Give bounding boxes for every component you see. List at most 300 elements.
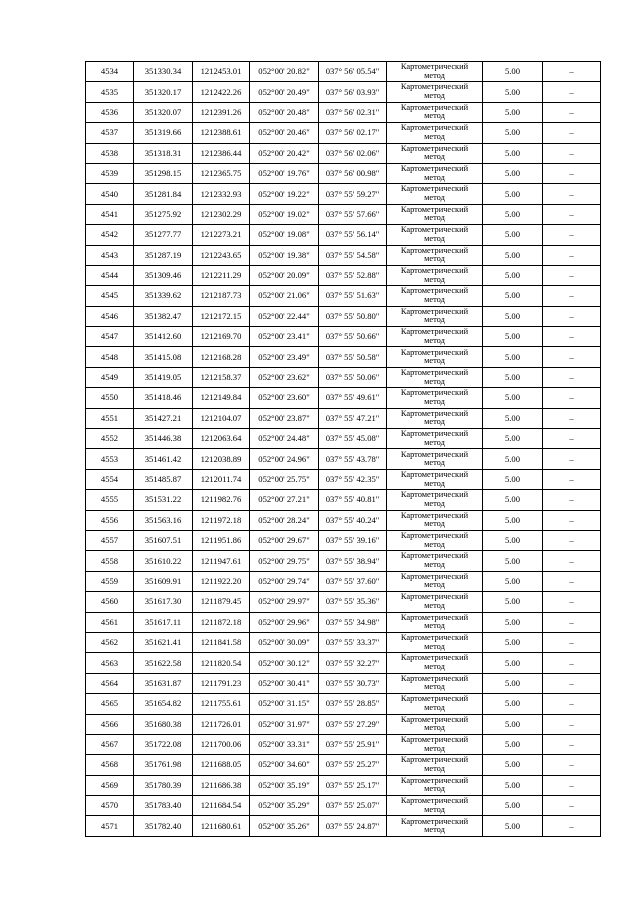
method-cell: [387, 82, 483, 102]
point-number-cell: 4547: [86, 327, 134, 347]
point-number-cell: 4543: [86, 245, 134, 265]
point-number-cell: 4548: [86, 347, 134, 367]
method-cell: [387, 775, 483, 795]
method-line-2: метод: [424, 580, 445, 590]
method-line-2: метод: [424, 763, 445, 773]
method-line-2: метод: [424, 274, 445, 284]
point-number-cell: 4537: [86, 123, 134, 143]
method-cell: [387, 653, 483, 673]
method-line-2: метод: [424, 91, 445, 101]
latitude-cell: 052°00' 19.22": [250, 184, 319, 204]
latitude-cell: 052°00' 29.75": [250, 551, 319, 571]
y-coordinate-cell: 1211726.01: [193, 714, 250, 734]
latitude-cell: 052°00' 23.41": [250, 327, 319, 347]
latitude-cell: 052°00' 21.06": [250, 286, 319, 306]
note-cell: –: [543, 490, 601, 510]
point-number-cell: 4534: [86, 62, 134, 82]
method-line-1: Картометрический: [400, 653, 469, 663]
method-line-2: метод: [424, 804, 445, 814]
point-number-cell: 4550: [86, 388, 134, 408]
accuracy-cell: 5.00: [483, 429, 543, 449]
method-line-1: Картометрический: [400, 245, 469, 255]
note-cell: –: [543, 612, 601, 632]
latitude-cell: 052°00' 29.74": [250, 571, 319, 591]
table-row: [86, 123, 601, 143]
y-coordinate-cell: 1212453.01: [193, 62, 250, 82]
method-line-2: метод: [424, 70, 445, 80]
method-cell: [387, 163, 483, 183]
accuracy-cell: 5.00: [483, 551, 543, 571]
note-cell: –: [543, 286, 601, 306]
longitude-cell: 037° 55' 54.58": [319, 245, 387, 265]
y-coordinate-cell: 1212011.74: [193, 469, 250, 489]
latitude-cell: 052°00' 20.46": [250, 123, 319, 143]
accuracy-cell: 5.00: [483, 592, 543, 612]
method-cell: [387, 123, 483, 143]
accuracy-cell: 5.00: [483, 265, 543, 285]
point-number-cell: 4558: [86, 551, 134, 571]
accuracy-cell: 5.00: [483, 510, 543, 530]
point-number-cell: 4567: [86, 734, 134, 754]
x-coordinate-cell: 351319.66: [134, 123, 193, 143]
point-number-cell: 4570: [86, 796, 134, 816]
method-line-1: Картометрический: [400, 347, 469, 357]
accuracy-cell: 5.00: [483, 143, 543, 163]
latitude-cell: 052°00' 25.75": [250, 469, 319, 489]
method-cell: [387, 143, 483, 163]
method-cell: [387, 510, 483, 530]
note-cell: –: [543, 408, 601, 428]
table-row: [86, 327, 601, 347]
note-cell: –: [543, 123, 601, 143]
latitude-cell: 052°00' 35.19": [250, 775, 319, 795]
method-cell: [387, 306, 483, 326]
y-coordinate-cell: 1211922.20: [193, 571, 250, 591]
accuracy-cell: 5.00: [483, 62, 543, 82]
x-coordinate-cell: 351287.19: [134, 245, 193, 265]
accuracy-cell: 5.00: [483, 286, 543, 306]
method-line-2: метод: [424, 294, 445, 304]
method-line-1: Картометрический: [400, 164, 469, 174]
table-row: [86, 551, 601, 571]
note-cell: –: [543, 367, 601, 387]
method-line-1: Картометрический: [400, 714, 469, 724]
point-number-cell: 4553: [86, 449, 134, 469]
method-cell: [387, 367, 483, 387]
point-number-cell: 4544: [86, 265, 134, 285]
y-coordinate-cell: 1212168.28: [193, 347, 250, 367]
y-coordinate-cell: 1211684.54: [193, 796, 250, 816]
method-cell: [387, 490, 483, 510]
y-coordinate-cell: 1212149.84: [193, 388, 250, 408]
y-coordinate-cell: 1212391.26: [193, 102, 250, 122]
x-coordinate-cell: 351722.08: [134, 734, 193, 754]
x-coordinate-cell: 351298.15: [134, 163, 193, 183]
note-cell: –: [543, 225, 601, 245]
y-coordinate-cell: 1212158.37: [193, 367, 250, 387]
point-number-cell: 4560: [86, 592, 134, 612]
accuracy-cell: 5.00: [483, 347, 543, 367]
longitude-cell: 037° 55' 25.27": [319, 755, 387, 775]
y-coordinate-cell: 1211872.18: [193, 612, 250, 632]
method-cell: [387, 286, 483, 306]
method-cell: [387, 225, 483, 245]
y-coordinate-cell: 1212388.61: [193, 123, 250, 143]
latitude-cell: 052°00' 24.48": [250, 429, 319, 449]
method-line-1: Картометрический: [400, 469, 469, 479]
method-line-2: метод: [424, 152, 445, 162]
accuracy-cell: 5.00: [483, 408, 543, 428]
method-line-2: метод: [424, 784, 445, 794]
note-cell: –: [543, 388, 601, 408]
point-number-cell: 4556: [86, 510, 134, 530]
method-cell: [387, 571, 483, 591]
table-row: [86, 632, 601, 652]
method-line-2: метод: [424, 519, 445, 529]
note-cell: –: [543, 184, 601, 204]
table-row: [86, 265, 601, 285]
longitude-cell: 037° 56' 02.31": [319, 102, 387, 122]
method-line-2: метод: [424, 376, 445, 386]
accuracy-cell: 5.00: [483, 449, 543, 469]
x-coordinate-cell: 351610.22: [134, 551, 193, 571]
x-coordinate-cell: 351531.22: [134, 490, 193, 510]
note-cell: –: [543, 551, 601, 571]
method-cell: [387, 102, 483, 122]
accuracy-cell: 5.00: [483, 102, 543, 122]
x-coordinate-cell: 351609.91: [134, 571, 193, 591]
method-line-2: метод: [424, 682, 445, 692]
x-coordinate-cell: 351617.11: [134, 612, 193, 632]
accuracy-cell: 5.00: [483, 245, 543, 265]
latitude-cell: 052°00' 20.48": [250, 102, 319, 122]
point-number-cell: 4559: [86, 571, 134, 591]
method-cell: [387, 694, 483, 714]
note-cell: –: [543, 62, 601, 82]
latitude-cell: 052°00' 23.60": [250, 388, 319, 408]
longitude-cell: 037° 55' 50.80": [319, 306, 387, 326]
method-line-1: Картометрический: [400, 612, 469, 622]
accuracy-cell: 5.00: [483, 816, 543, 836]
accuracy-cell: 5.00: [483, 673, 543, 693]
longitude-cell: 037° 55' 51.63": [319, 286, 387, 306]
x-coordinate-cell: 351320.07: [134, 102, 193, 122]
note-cell: –: [543, 143, 601, 163]
longitude-cell: 037° 55' 50.66": [319, 327, 387, 347]
x-coordinate-cell: 351780.39: [134, 775, 193, 795]
table-row: [86, 408, 601, 428]
table-row: [86, 286, 601, 306]
method-cell: [387, 632, 483, 652]
method-line-1: Картометрический: [400, 531, 469, 541]
point-number-cell: 4549: [86, 367, 134, 387]
point-number-cell: 4568: [86, 755, 134, 775]
y-coordinate-cell: 1212063.64: [193, 429, 250, 449]
table-row: [86, 449, 601, 469]
method-line-1: Картометрический: [400, 306, 469, 316]
table-row: [86, 184, 601, 204]
method-cell: [387, 673, 483, 693]
x-coordinate-cell: 351783.40: [134, 796, 193, 816]
note-cell: –: [543, 327, 601, 347]
y-coordinate-cell: 1211947.61: [193, 551, 250, 571]
latitude-cell: 052°00' 29.67": [250, 530, 319, 550]
point-number-cell: 4546: [86, 306, 134, 326]
method-line-1: Картометрический: [400, 286, 469, 296]
method-line-2: метод: [424, 600, 445, 610]
y-coordinate-cell: 1212038.89: [193, 449, 250, 469]
method-line-1: Картометрический: [400, 510, 469, 520]
method-line-1: Картометрический: [400, 388, 469, 398]
note-cell: –: [543, 530, 601, 550]
accuracy-cell: 5.00: [483, 632, 543, 652]
method-cell: [387, 62, 483, 82]
point-number-cell: 4565: [86, 694, 134, 714]
method-line-1: Картометрический: [400, 408, 469, 418]
method-line-2: метод: [424, 111, 445, 121]
y-coordinate-cell: 1211879.45: [193, 592, 250, 612]
note-cell: –: [543, 429, 601, 449]
y-coordinate-cell: 1211755.61: [193, 694, 250, 714]
y-coordinate-cell: 1211951.86: [193, 530, 250, 550]
longitude-cell: 037° 55' 42.35": [319, 469, 387, 489]
method-cell: [387, 469, 483, 489]
method-line-1: Картометрический: [400, 490, 469, 500]
method-line-2: метод: [424, 702, 445, 712]
y-coordinate-cell: 1212187.73: [193, 286, 250, 306]
point-number-cell: 4535: [86, 82, 134, 102]
x-coordinate-cell: 351461.42: [134, 449, 193, 469]
method-line-1: Картометрический: [400, 327, 469, 337]
point-number-cell: 4542: [86, 225, 134, 245]
method-line-1: Картометрический: [400, 367, 469, 377]
note-cell: –: [543, 796, 601, 816]
note-cell: –: [543, 734, 601, 754]
method-cell: [387, 347, 483, 367]
longitude-cell: 037° 55' 56.14": [319, 225, 387, 245]
method-cell: [387, 388, 483, 408]
method-cell: [387, 734, 483, 754]
x-coordinate-cell: 351277.77: [134, 225, 193, 245]
method-line-1: Картометрический: [400, 592, 469, 602]
longitude-cell: 037° 55' 49.61": [319, 388, 387, 408]
table-row: [86, 673, 601, 693]
table-row: [86, 163, 601, 183]
table-row: [86, 347, 601, 367]
method-cell: [387, 714, 483, 734]
accuracy-cell: 5.00: [483, 734, 543, 754]
latitude-cell: 052°00' 31.15": [250, 694, 319, 714]
x-coordinate-cell: 351320.17: [134, 82, 193, 102]
y-coordinate-cell: 1212243.65: [193, 245, 250, 265]
method-line-2: метод: [424, 825, 445, 835]
method-line-2: метод: [424, 723, 445, 733]
method-cell: [387, 204, 483, 224]
point-number-cell: 4541: [86, 204, 134, 224]
y-coordinate-cell: 1211982.76: [193, 490, 250, 510]
y-coordinate-cell: 1212172.15: [193, 306, 250, 326]
note-cell: –: [543, 714, 601, 734]
longitude-cell: 037° 55' 52.88": [319, 265, 387, 285]
method-line-2: метод: [424, 396, 445, 406]
method-line-1: Картометрический: [400, 755, 469, 765]
x-coordinate-cell: 351412.60: [134, 327, 193, 347]
method-line-2: метод: [424, 233, 445, 243]
method-line-1: Картометрический: [400, 429, 469, 439]
latitude-cell: 052°00' 20.09": [250, 265, 319, 285]
point-number-cell: 4554: [86, 469, 134, 489]
longitude-cell: 037° 55' 30.73": [319, 673, 387, 693]
accuracy-cell: 5.00: [483, 490, 543, 510]
method-cell: [387, 408, 483, 428]
table-row: [86, 714, 601, 734]
method-line-1: Картометрический: [400, 82, 469, 92]
longitude-cell: 037° 55' 24.87": [319, 816, 387, 836]
method-line-1: Картометрический: [400, 449, 469, 459]
latitude-cell: 052°00' 27.21": [250, 490, 319, 510]
longitude-cell: 037° 55' 59.27": [319, 184, 387, 204]
latitude-cell: 052°00' 34.60": [250, 755, 319, 775]
method-line-2: метод: [424, 356, 445, 366]
method-line-1: Картометрический: [400, 102, 469, 112]
latitude-cell: 052°00' 29.96": [250, 612, 319, 632]
longitude-cell: 037° 55' 47.21": [319, 408, 387, 428]
method-line-2: метод: [424, 254, 445, 264]
method-line-1: Картометрический: [400, 694, 469, 704]
longitude-cell: 037° 55' 39.16": [319, 530, 387, 550]
note-cell: –: [543, 632, 601, 652]
x-coordinate-cell: 351330.34: [134, 62, 193, 82]
x-coordinate-cell: 351318.31: [134, 143, 193, 163]
method-line-1: Картометрический: [400, 816, 469, 826]
latitude-cell: 052°00' 19.02": [250, 204, 319, 224]
point-number-cell: 4540: [86, 184, 134, 204]
table-row: [86, 204, 601, 224]
note-cell: –: [543, 510, 601, 530]
longitude-cell: 037° 55' 38.94": [319, 551, 387, 571]
table-row: [86, 306, 601, 326]
x-coordinate-cell: 351622.58: [134, 653, 193, 673]
method-line-2: метод: [424, 539, 445, 549]
method-cell: [387, 265, 483, 285]
method-line-2: метод: [424, 315, 445, 325]
point-number-cell: 4538: [86, 143, 134, 163]
longitude-cell: 037° 55' 45.08": [319, 429, 387, 449]
x-coordinate-cell: 351446.38: [134, 429, 193, 449]
longitude-cell: 037° 55' 50.58": [319, 347, 387, 367]
accuracy-cell: 5.00: [483, 204, 543, 224]
y-coordinate-cell: 1211820.54: [193, 653, 250, 673]
method-line-2: метод: [424, 417, 445, 427]
point-number-cell: 4562: [86, 632, 134, 652]
table-row: [86, 796, 601, 816]
longitude-cell: 037° 55' 25.07": [319, 796, 387, 816]
method-line-2: метод: [424, 662, 445, 672]
method-line-1: Картометрический: [400, 551, 469, 561]
method-cell: [387, 245, 483, 265]
accuracy-cell: 5.00: [483, 327, 543, 347]
point-number-cell: 4552: [86, 429, 134, 449]
accuracy-cell: 5.00: [483, 184, 543, 204]
table-row: [86, 510, 601, 530]
longitude-cell: 037° 55' 25.17": [319, 775, 387, 795]
accuracy-cell: 5.00: [483, 796, 543, 816]
note-cell: –: [543, 245, 601, 265]
latitude-cell: 052°00' 22.44": [250, 306, 319, 326]
method-cell: [387, 327, 483, 347]
x-coordinate-cell: 351617.30: [134, 592, 193, 612]
latitude-cell: 052°00' 19.76": [250, 163, 319, 183]
note-cell: –: [543, 755, 601, 775]
x-coordinate-cell: 351418.46: [134, 388, 193, 408]
method-line-2: метод: [424, 437, 445, 447]
y-coordinate-cell: 1211680.61: [193, 816, 250, 836]
method-line-1: Картометрический: [400, 633, 469, 643]
latitude-cell: 052°00' 20.42": [250, 143, 319, 163]
y-coordinate-cell: 1211688.05: [193, 755, 250, 775]
point-number-cell: 4551: [86, 408, 134, 428]
longitude-cell: 037° 55' 35.36": [319, 592, 387, 612]
method-line-2: метод: [424, 621, 445, 631]
x-coordinate-cell: 351485.87: [134, 469, 193, 489]
note-cell: –: [543, 816, 601, 836]
latitude-cell: 052°00' 19.08": [250, 225, 319, 245]
note-cell: –: [543, 347, 601, 367]
method-line-2: метод: [424, 213, 445, 223]
x-coordinate-cell: 351563.16: [134, 510, 193, 530]
method-line-2: метод: [424, 193, 445, 203]
method-line-1: Картометрический: [400, 62, 469, 72]
method-line-2: метод: [424, 335, 445, 345]
y-coordinate-cell: 1212332.93: [193, 184, 250, 204]
accuracy-cell: 5.00: [483, 82, 543, 102]
note-cell: –: [543, 673, 601, 693]
accuracy-cell: 5.00: [483, 469, 543, 489]
point-number-cell: 4539: [86, 163, 134, 183]
method-cell: [387, 530, 483, 550]
longitude-cell: 037° 55' 32.27": [319, 653, 387, 673]
y-coordinate-cell: 1212104.07: [193, 408, 250, 428]
method-cell: [387, 184, 483, 204]
note-cell: –: [543, 469, 601, 489]
y-coordinate-cell: 1212386.44: [193, 143, 250, 163]
latitude-cell: 052°00' 30.12": [250, 653, 319, 673]
latitude-cell: 052°00' 19.38": [250, 245, 319, 265]
latitude-cell: 052°00' 33.31": [250, 734, 319, 754]
table-row: [86, 82, 601, 102]
method-line-1: Картометрический: [400, 123, 469, 133]
latitude-cell: 052°00' 23.49": [250, 347, 319, 367]
y-coordinate-cell: 1212273.21: [193, 225, 250, 245]
table-row: [86, 225, 601, 245]
y-coordinate-cell: 1211700.06: [193, 734, 250, 754]
x-coordinate-cell: 351427.21: [134, 408, 193, 428]
x-coordinate-cell: 351631.87: [134, 673, 193, 693]
method-line-2: метод: [424, 641, 445, 651]
latitude-cell: 052°00' 23.87": [250, 408, 319, 428]
latitude-cell: 052°00' 30.09": [250, 632, 319, 652]
table-row: [86, 571, 601, 591]
latitude-cell: 052°00' 29.97": [250, 592, 319, 612]
y-coordinate-cell: 1211972.18: [193, 510, 250, 530]
x-coordinate-cell: 351382.47: [134, 306, 193, 326]
longitude-cell: 037° 56' 02.06": [319, 143, 387, 163]
note-cell: –: [543, 163, 601, 183]
table-row: [86, 775, 601, 795]
method-line-1: Картометрический: [400, 673, 469, 683]
x-coordinate-cell: 351281.84: [134, 184, 193, 204]
method-line-2: метод: [424, 131, 445, 141]
